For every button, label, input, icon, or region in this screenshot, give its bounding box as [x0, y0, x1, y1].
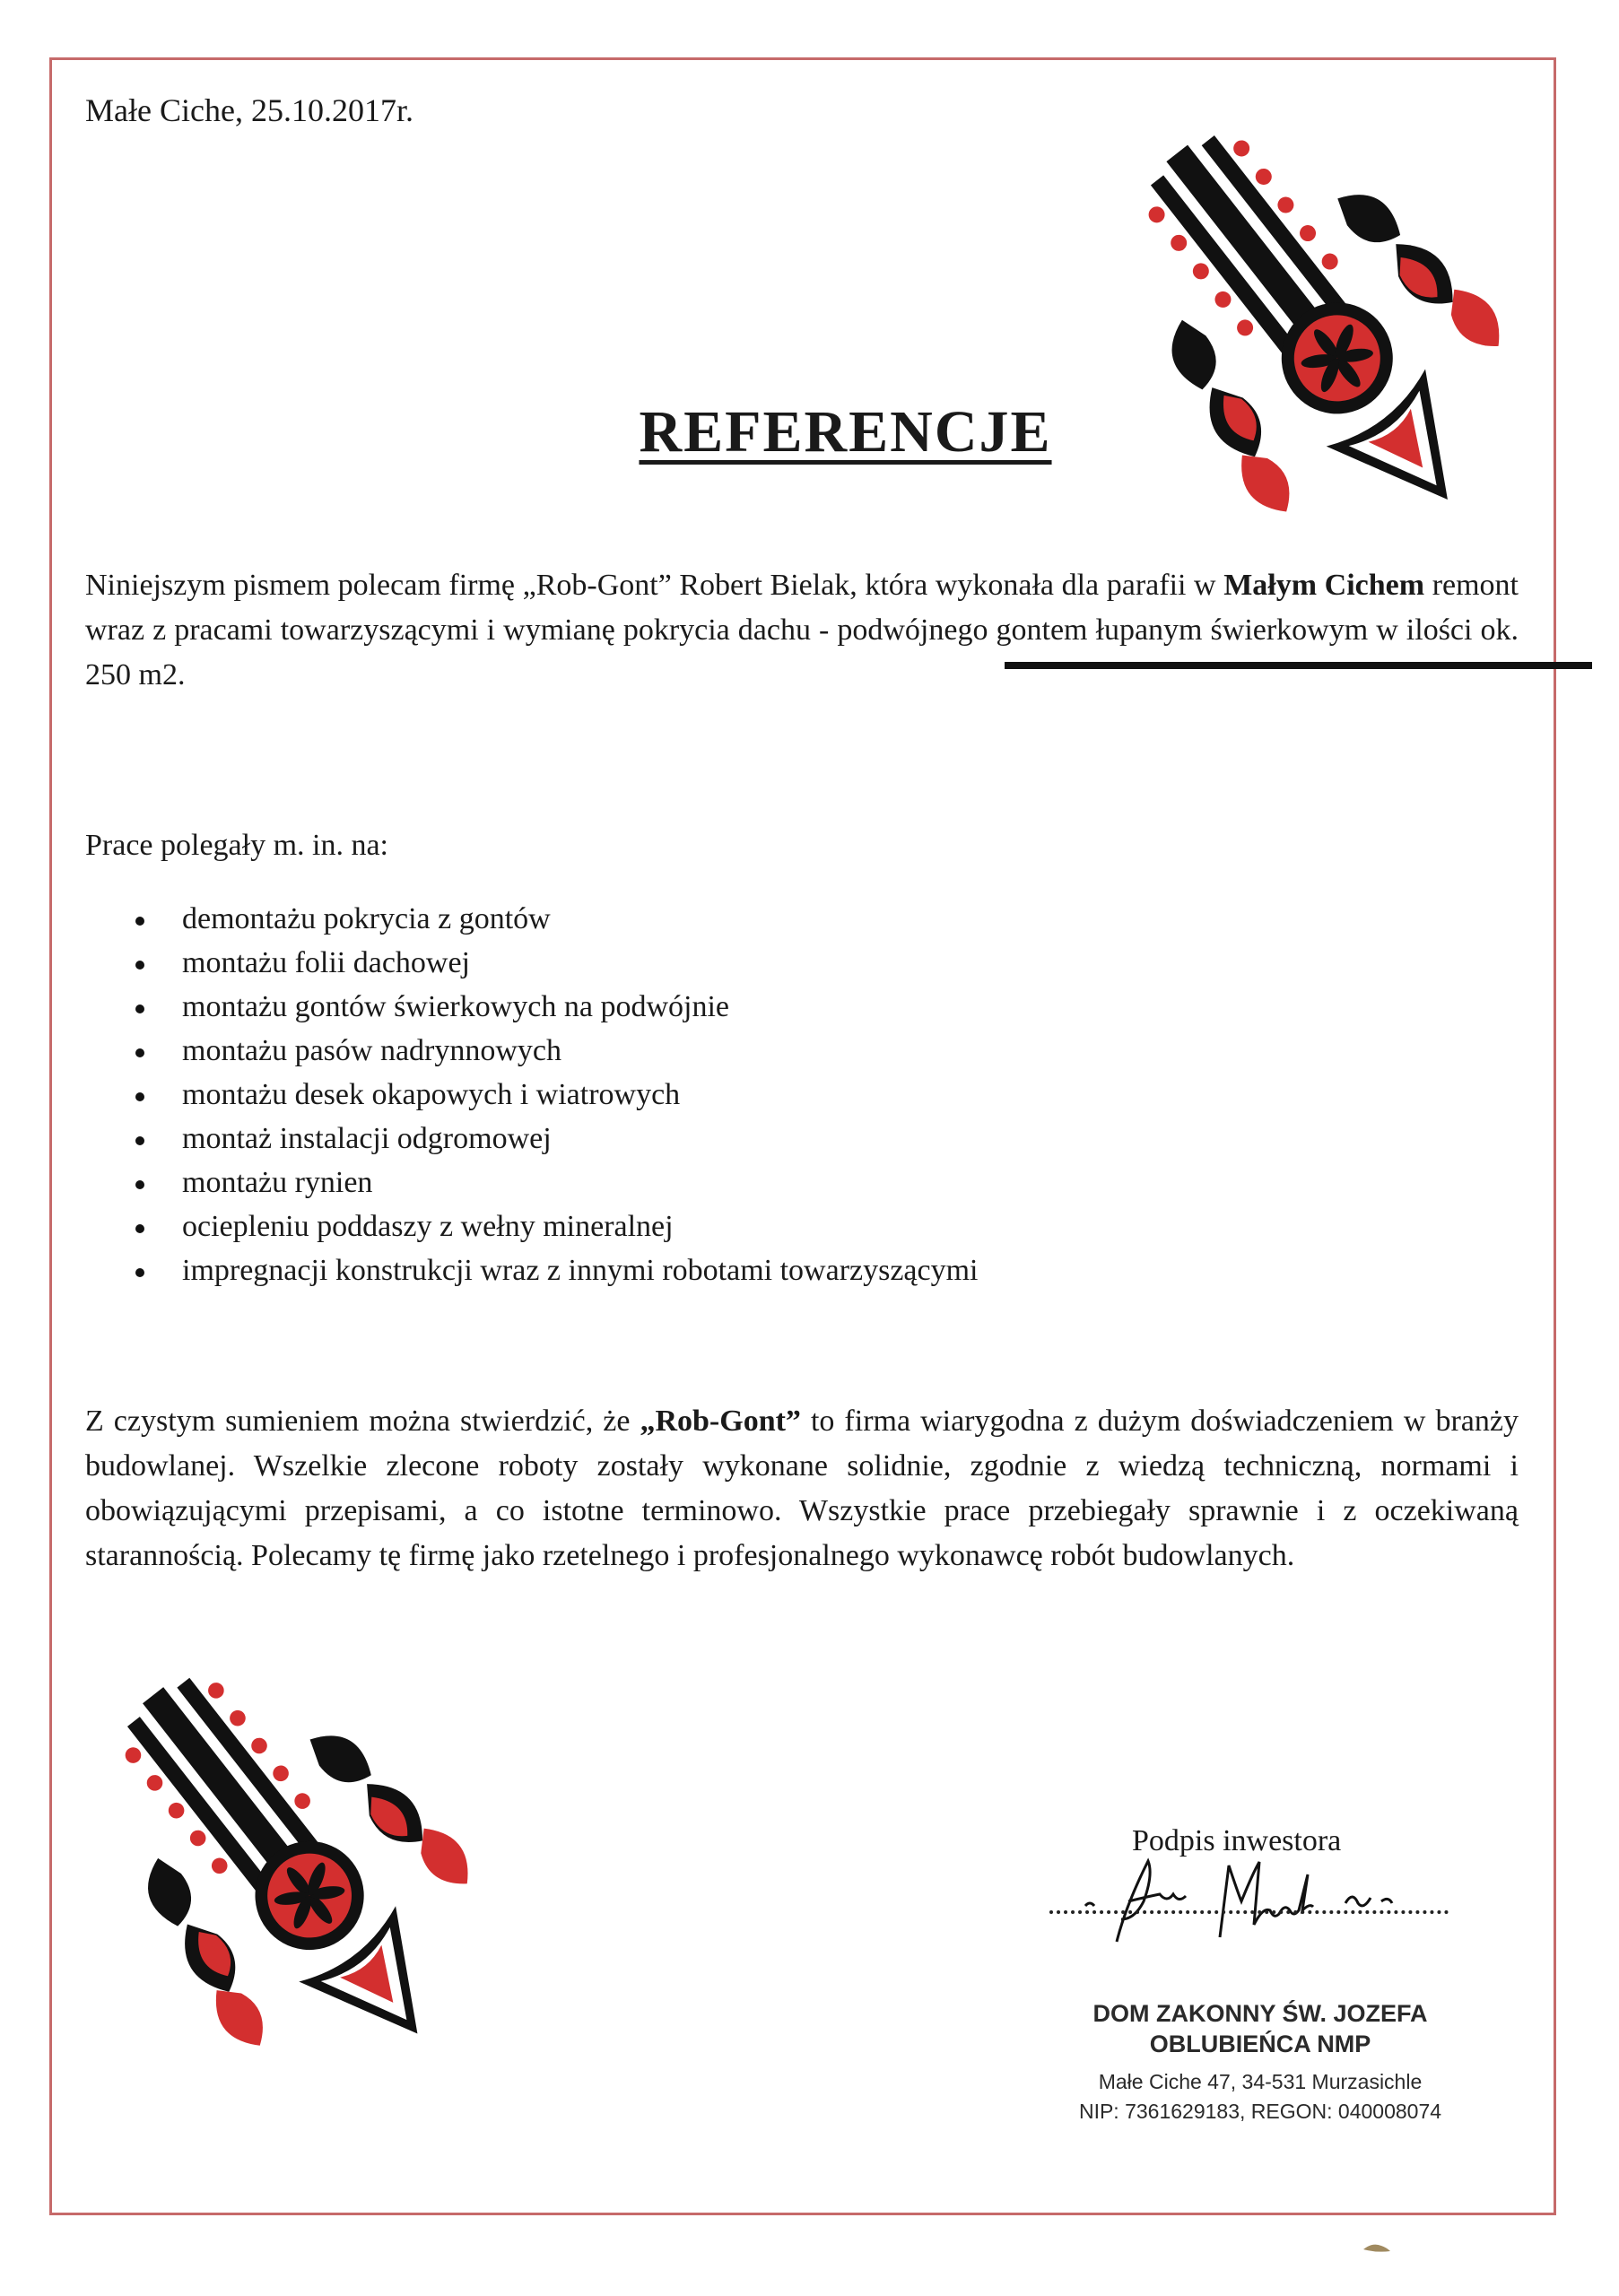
stamp-address: Małe Ciche 47, 34-531 Murzasichle [1098, 2070, 1423, 2093]
horizontal-rule [1005, 662, 1592, 669]
stamp-line-1: DOM ZAKONNY ŚW. JOZEFA [1092, 2000, 1428, 2027]
paragraph1-bold: Małym Cichem [1223, 569, 1425, 602]
works-intro: Prace polegały m. in. na: [85, 829, 389, 862]
paragraph2-bold: „Rob-Gont” [640, 1405, 801, 1438]
list-item: montażu pasów nadrynnowych [85, 1029, 979, 1073]
paragraph-conclusion [85, 1399, 1519, 1578]
list-item: montażu desek okapowych i wiatrowych [85, 1073, 979, 1117]
paragraph1-text-cont: remont wraz z pracami towarzyszącymi i wymianę pokrycia dachu - podwójnego gontem łupanym świerkowym w ilości ok. 250 m2. [85, 569, 1519, 691]
signature-label: Podpis inwestora [1132, 1824, 1342, 1857]
list-item: impregnacji konstrukcji wraz z innymi robotami towarzyszącymi [85, 1248, 979, 1292]
list-item: demontażu pokrycia z gontów [85, 897, 979, 941]
list-item: montaż instalacji odgromowej [85, 1117, 979, 1161]
document-title: REFERENCJE [639, 399, 1052, 465]
date-line: Małe Ciche, 25.10.2017r. [85, 92, 413, 128]
scan-speck [1362, 2242, 1392, 2253]
institution-stamp [1049, 1998, 1471, 2126]
works-list [85, 897, 979, 1292]
list-item: montażu folii dachowej [85, 941, 979, 985]
paragraph2-text: Z czystym sumieniem można stwierdzić, że [85, 1405, 640, 1438]
paragraph-recommendation [85, 563, 1519, 698]
list-item: ociepleniu poddaszy z wełny mineralnej [85, 1205, 979, 1248]
stamp-tax-ids: NIP: 7361629183, REGON: 040008074 [1078, 2100, 1442, 2123]
parzenica-ornament-icon [90, 1632, 475, 2090]
parzenica-ornament-icon [1112, 90, 1507, 556]
list-item: montażu gontów świerkowych na podwójnie [85, 985, 979, 1029]
paragraph2-text-cont: to firma wiarygodna z dużym doświadczeniem w branży budowlanej. Wszelkie zlecone roboty zostały wykonane solidnie, zgodnie z wiedzą techniczną, normami i obowiązującymi przepisami, a co istotne terminowo. Wszystkie prace przebiegały sprawnie i z oczekiwaną starannością. Polecamy tę firmę jako rzetelnego i profesjonalnego wykonawcę robót budowlanych. [85, 1405, 1519, 1572]
list-item: montażu rynien [85, 1161, 979, 1205]
signature-dotted-line [1049, 1910, 1449, 1914]
paragraph1-text: Niniejszym pismem polecam firmę „Rob-Gont” Robert Bielak, która wykonała dla parafii w [85, 569, 1224, 602]
stamp-line-2: OBLUBIEŃCA NMP [1149, 2031, 1371, 2057]
handwritten-signature [1049, 1848, 1480, 1946]
